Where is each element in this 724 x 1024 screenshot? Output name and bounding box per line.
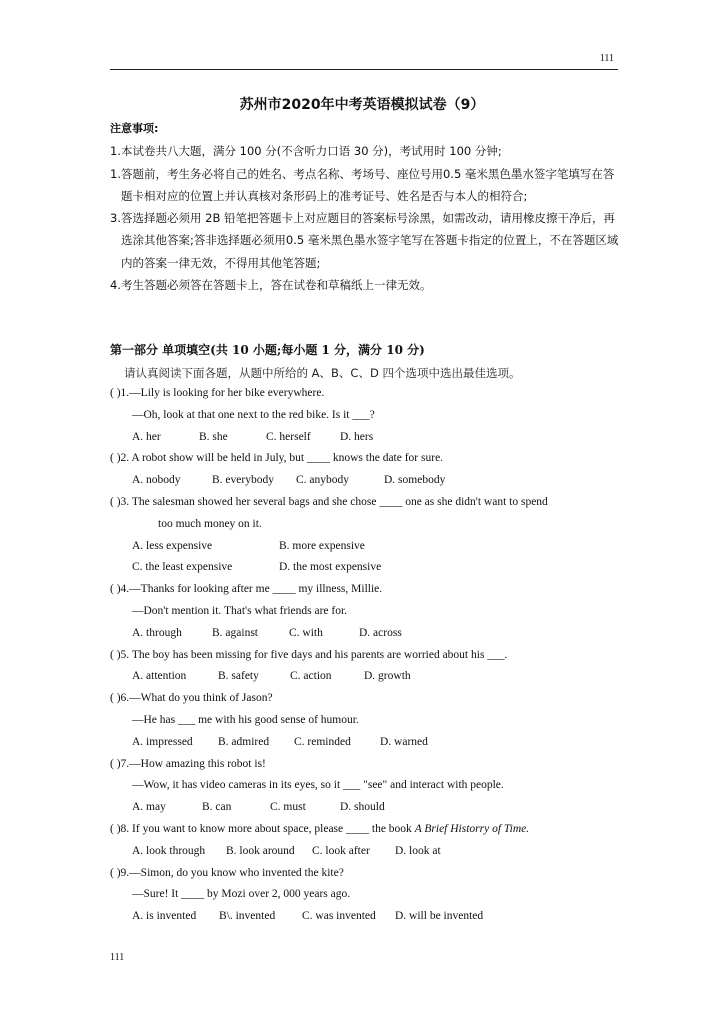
question-options — [110, 623, 620, 645]
section-title: 第一部分 单项填空(共 10 小题;每小题 1 分，满分 10 分) — [110, 343, 425, 357]
option-b[interactable]: B\. invented — [219, 910, 276, 923]
option-b[interactable]: B. everybody — [212, 474, 274, 487]
option-c[interactable]: C. herself — [266, 430, 311, 443]
section-instruction: 请认真阅读下面各题，从题中所给的 A、B、C、D 四个选项中选出最佳选项。 — [124, 366, 521, 380]
option-b[interactable]: B. more expensive — [279, 539, 365, 552]
option-a[interactable]: A. look through — [132, 844, 206, 857]
option-d[interactable]: D. growth — [364, 670, 411, 683]
book-title: A Brief Historry of Time. — [414, 822, 530, 835]
option-a[interactable]: A. less expensive — [132, 539, 213, 552]
question-stem: )2. A robot show will be held in July, but ____ knows the date for sure. — [113, 452, 444, 465]
option-d[interactable]: D. the most expensive — [279, 561, 382, 574]
note-item: 1.本试卷共八大题，满分 100 分(不含听力口语 30 分)，考试用时 100 分钟; — [110, 144, 502, 159]
question-2 — [110, 448, 620, 492]
question-stem: )7.—How amazing this robot is! — [113, 757, 266, 770]
answer-paren[interactable]: ( — [110, 692, 114, 705]
option-b[interactable]: B. safety — [218, 670, 259, 683]
question-line: —He has ___ me with his good sense of humour. — [132, 713, 359, 726]
option-a[interactable]: A. may — [132, 801, 166, 814]
question-line: —Don't mention it. That's what friends are for. — [132, 604, 348, 617]
option-c[interactable]: C. action — [290, 670, 332, 683]
option-c[interactable]: C. was invented — [302, 910, 376, 923]
option-b[interactable]: B. look around — [226, 844, 295, 857]
question-5 — [110, 645, 620, 689]
option-c[interactable]: C. anybody — [296, 474, 350, 487]
option-a[interactable]: A. through — [132, 626, 182, 639]
question-3 — [110, 492, 620, 579]
question-options — [110, 536, 620, 558]
exam-title: 苏州市2020年中考英语模拟试卷（9） — [239, 97, 485, 113]
question-line: —Sure! It ____ by Mozi over 2, 000 years ago. — [132, 888, 351, 901]
option-c[interactable]: C. with — [289, 626, 323, 639]
question-6 — [110, 688, 620, 753]
question-1 — [110, 383, 620, 448]
option-a[interactable]: A. nobody — [132, 474, 181, 487]
question-stem: )6.—What do you think of Jason? — [113, 692, 273, 705]
question-options — [110, 906, 620, 928]
answer-paren[interactable]: ( — [110, 822, 114, 835]
option-d[interactable]: D. look at — [395, 844, 441, 857]
answer-paren[interactable]: ( — [110, 495, 114, 508]
question-stem: )1.—Lily is looking for her bike everywhere. — [113, 387, 325, 399]
question-4 — [110, 579, 620, 644]
question-list — [110, 383, 620, 928]
option-d[interactable]: D. should — [340, 801, 385, 814]
notes-block — [110, 118, 620, 296]
question-options — [110, 797, 620, 819]
option-c[interactable]: C. the least expensive — [132, 561, 233, 574]
option-d[interactable]: D. will be invented — [395, 910, 484, 923]
question-options — [110, 666, 620, 688]
option-a[interactable]: A. her — [132, 430, 161, 443]
answer-paren[interactable]: ( — [110, 648, 114, 661]
question-options — [110, 470, 620, 492]
option-d[interactable]: D. across — [359, 626, 402, 639]
option-c[interactable]: C. must — [270, 801, 306, 814]
page-number-top: 111 — [599, 53, 614, 64]
question-stem: )3. The salesman showed her several bags and she chose ____ one as she didn't want to spend — [113, 495, 548, 508]
answer-paren[interactable]: ( — [110, 452, 114, 465]
question-line: —Oh, look at that one next to the red bike. Is it ___? — [132, 408, 375, 421]
question-7 — [110, 754, 620, 819]
question-line: —Wow, it has video cameras in its eyes, so it ___ "see" and interact with people. — [132, 779, 504, 792]
question-options — [110, 732, 620, 754]
question-stem: )9.—Simon, do you know who invented the kite? — [113, 866, 344, 879]
option-c[interactable]: C. reminded — [294, 735, 351, 748]
question-options — [110, 557, 620, 579]
note-item: 1.答题前，考生务必将自己的姓名、考点名称、考场号、座位号用0.5 毫米黑色墨水签字笔填写在答题卡相对应的位置上并认真核对条形码上的准考证号、姓名是否与本人的相符合; — [110, 166, 615, 203]
option-a[interactable]: A. is invented — [132, 910, 197, 923]
question-stem: )5. The boy has been missing for five days and his parents are worried about his ___. — [113, 648, 508, 661]
option-c[interactable]: C. look after — [312, 844, 370, 857]
option-a[interactable]: A. attention — [132, 670, 187, 683]
notes-heading: 注意事项: — [110, 122, 159, 135]
option-d[interactable]: D. hers — [340, 430, 374, 443]
page-number-bottom: 111 — [110, 952, 125, 963]
option-d[interactable]: D. warned — [380, 735, 428, 748]
question-options — [110, 841, 620, 863]
answer-paren[interactable]: ( — [110, 757, 114, 770]
question-8 — [110, 819, 620, 863]
option-b[interactable]: B. she — [199, 430, 228, 443]
answer-paren[interactable]: ( — [110, 866, 114, 879]
answer-paren[interactable]: ( — [110, 387, 114, 399]
note-item: 4.考生答题必须答在答题卡上，答在试卷和草稿纸上一律无效。 — [110, 278, 432, 293]
question-stem: )4.—Thanks for looking after me ____ my illness, Millie. — [113, 583, 383, 596]
option-b[interactable]: B. admired — [218, 735, 270, 748]
header-rule — [110, 69, 618, 70]
option-d[interactable]: D. somebody — [384, 474, 446, 487]
question-options — [110, 427, 620, 449]
answer-paren[interactable]: ( — [110, 583, 114, 596]
option-a[interactable]: A. impressed — [132, 735, 193, 748]
question-9 — [110, 863, 620, 928]
option-b[interactable]: B. against — [212, 626, 258, 639]
option-b[interactable]: B. can — [202, 801, 232, 814]
question-stem: )8. If you want to know more about space, please ____ the book — [113, 822, 415, 835]
question-line: too much money on it. — [158, 517, 262, 530]
note-item: 3.答选择题必须用 2B 铅笔把答题卡上对应题目的答案标号涂黑，如需改动，请用橡皮擦干净后，再选涂其他答案;答非选择题必须用0.5 毫米黑色墨水签字笔写在答题卡指定的位置上，不在答题区域内的答案一律无效，不得用其他笔答题; — [110, 211, 619, 270]
